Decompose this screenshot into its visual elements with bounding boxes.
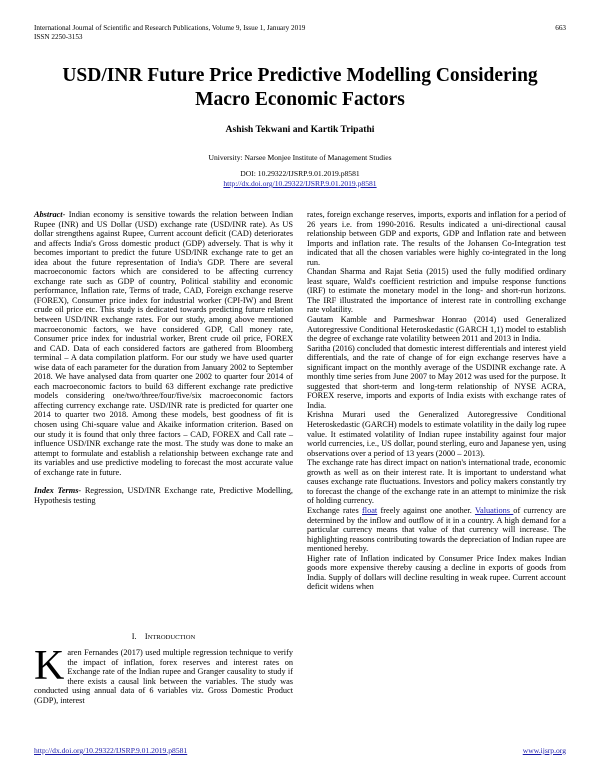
abstract-body: Indian economy is sensitive towards the relation between Indian Rupee (INR) and US Dollar (USD) exchange rate (USD/INR rate). As US dollar strengthens against Rupee, Current account deficit (CAD) deteriorates and affects India's Gross domestic product (GDP) adversely. That is why it becomes important to predict the future USD/INR exchange rate to get an idea about the future representation of India's GDP. There are several macroeconomic factors which are considered to be affecting currency exchange rate such as GDP of country, Political stability and economic performance, Inflation rate, Terms of trade, CAD, Foreign exchange reserve (FOREX), Consumer price index for industrial worker (CPI-IW) and Brent crude oil price etc. This study is dedicated towards predicting future relation between USD/INR exchange rates. For our study, among above mentioned macroeconomic factors, we have considered GDP, Call money rate, Consumer price index for industrial worker, Brent crude oil price, FOREX and CAD. Data of each considered factors are gathered from Bloomberg terminal – A data compilation platform. For our study we have used quarter wise data of each parameter for the duration from January 2002 to September 2018. We have analysed data from quarter one 2002 to quarter four 2014 of each macroeconomic factors to build 63 different exchange rate predictive models considering one/two/three/four/five/six macroeconomic factors affecting currency exchange rate. USD/INR rate is predicted for quarter one 2014 to quarter two 2018. Among these models, best goodness of fit is chosen using Chi-square value and Akaike information criterion. Based on our study it is found that only three factors – CAD, FOREX and Call rate – influence USD/INR exchange rate the most. The study was done to make an attempt to formulate and establish a relationship between exchange rate and its variables and use predictive modeling to forecast the most accurate value of exchange rate in future.: [34, 210, 293, 477]
index-terms-heading: Index Terms-: [34, 486, 82, 496]
intro-paragraph: [34, 643, 293, 705]
footer-doi-link[interactable]: http://dx.doi.org/10.29322/IJSRP.9.01.2019.p8581: [34, 746, 188, 755]
para-5: Krishna Murari used the Generalized Autoregressive Conditional Heteroskedastic (GARCH) models to estimate volatility in the daily log rupee value. It estimated volatility of Indian rupee instability against four major world currencies, i.e., US dollar, pound sterling, euro and Japanese yen, using observations over a period of 13 years (2000 – 2013).: [307, 410, 566, 458]
float-link[interactable]: float: [362, 505, 378, 515]
issn: ISSN 2250-3153: [34, 33, 83, 41]
drop-cap: K: [34, 643, 65, 689]
para-7-a: Exchange rates: [307, 505, 362, 515]
abstract: [34, 210, 293, 477]
journal-name: International Journal of Scientific and Research Publications, Volume 9, Issue 1, January 2019: [34, 24, 306, 32]
doi-text: DOI: 10.29322/IJSRP.9.01.2019.p8581: [240, 169, 360, 178]
para-4: Saritha (2016) concluded that domestic interest differentials and interest yield differentials, and the rate of change of for eign exchange reserves have a significant impact on the monthly average of the USDINR exchange rate. A monthly time series from June 2007 to May 2012 was used for the purpose. It suggested that short-term and long-term relationship of NYSE ACRA, FOREX reserve, imports and exports of India exists with exchange rates of India.: [307, 343, 566, 410]
para-7-c: of currency are determined by the inflow and outflow of it in a country. A high demand for a particular currency means that value of that currency will increase. The highlighting reasons contributing towards the depreciation of Indian rupee are mentioned hereby.: [307, 505, 566, 554]
right-column: [307, 210, 566, 592]
para-1: rates, foreign exchange reserves, imports, exports and inflation for a period of 26 years i.e. from 1990-2016. Results indicated a uni-directional causal relationship between GDP and exports, GDP and Inflation rate and between Imports and inflation rate. The results of the Johansen Co-Integration test indicated that all the chosen variables were highly co-integrated in the long run.: [307, 210, 566, 267]
index-terms-body: Regression, USD/INR Exchange rate, Predictive Modelling, Hypothesis testing: [34, 486, 293, 505]
page-number: 663: [555, 24, 566, 32]
section-first-letter: I: [144, 632, 148, 641]
intro-text: aren Fernandes (2017) used multiple regression technique to verify the impact of inflation, forex reserves and interest rates on Exchange rate of the Indian rupee and Granger causality to study if there exists a causal link between the variables. The study was conducted using annual data of 6 variables viz. Gross Domestic Product (GDP), interest: [34, 648, 293, 705]
abstract-heading: Abstract-: [34, 210, 66, 219]
section-heading: [34, 632, 293, 641]
index-terms: [34, 486, 293, 505]
para-3: Gautam Kamble and Parmeshwar Honrao (2014) used Generalized Autoregressive Conditional Heteroskedastic (GARCH 1,1) model to establish the degree of exchange rate volatility between 2011 and 2013 in India.: [307, 315, 566, 344]
footer-site-link[interactable]: www.ijsrp.org: [522, 746, 566, 755]
section-numeral: I.: [131, 632, 137, 641]
para-8: Higher rate of Inflation indicated by Consumer Price Index makes Indian goods more expensive thereby causing a decline in exports of goods from India. Supply of dollars will decline resulting in weak rupee. Current account deficit widens when: [307, 553, 566, 592]
affiliation: University: Narsee Monjee Institute of Management Studies: [208, 153, 392, 162]
para-7-b: freely against one another.: [377, 505, 475, 515]
authors: Ashish Tekwani and Kartik Tripathi: [225, 124, 375, 135]
footer-doi: [34, 746, 187, 755]
paper-title: [30, 64, 570, 112]
running-header: [34, 24, 305, 42]
left-column: [34, 210, 293, 505]
title-line-2: Macro Economic Factors: [195, 89, 405, 110]
para-7: [307, 506, 566, 554]
section-rest: NTRODUCTION: [147, 634, 196, 641]
para-6: The exchange rate has direct impact on nation's international trade, economic growth as well as on their interest rate. It is important to understand what causes exchange rate fluctuations. Investors and policy makers constantly try to forecast the change of the exchange rate in an attempt to minimize the risk of holding currency.: [307, 458, 566, 506]
title-line-1: USD/INR Future Price Predictive Modelling Considering: [62, 65, 538, 86]
valuations-link[interactable]: Valuations: [474, 505, 514, 515]
footer-site: [523, 746, 566, 755]
para-2: Chandan Sharma and Rajat Setia (2015) used the fully modified ordinary least square, Wald's coefficient restriction and impulse response functions (IRF) to estimate the monetary model in the long- and short-run horizons. The IRF illustrated the importance of interest rate in controlling exchange rate volatility.: [307, 267, 566, 315]
doi-link[interactable]: http://dx.doi.org/10.29322/IJSRP.9.01.2019.p8581: [223, 179, 377, 188]
doi-block: [0, 169, 600, 189]
